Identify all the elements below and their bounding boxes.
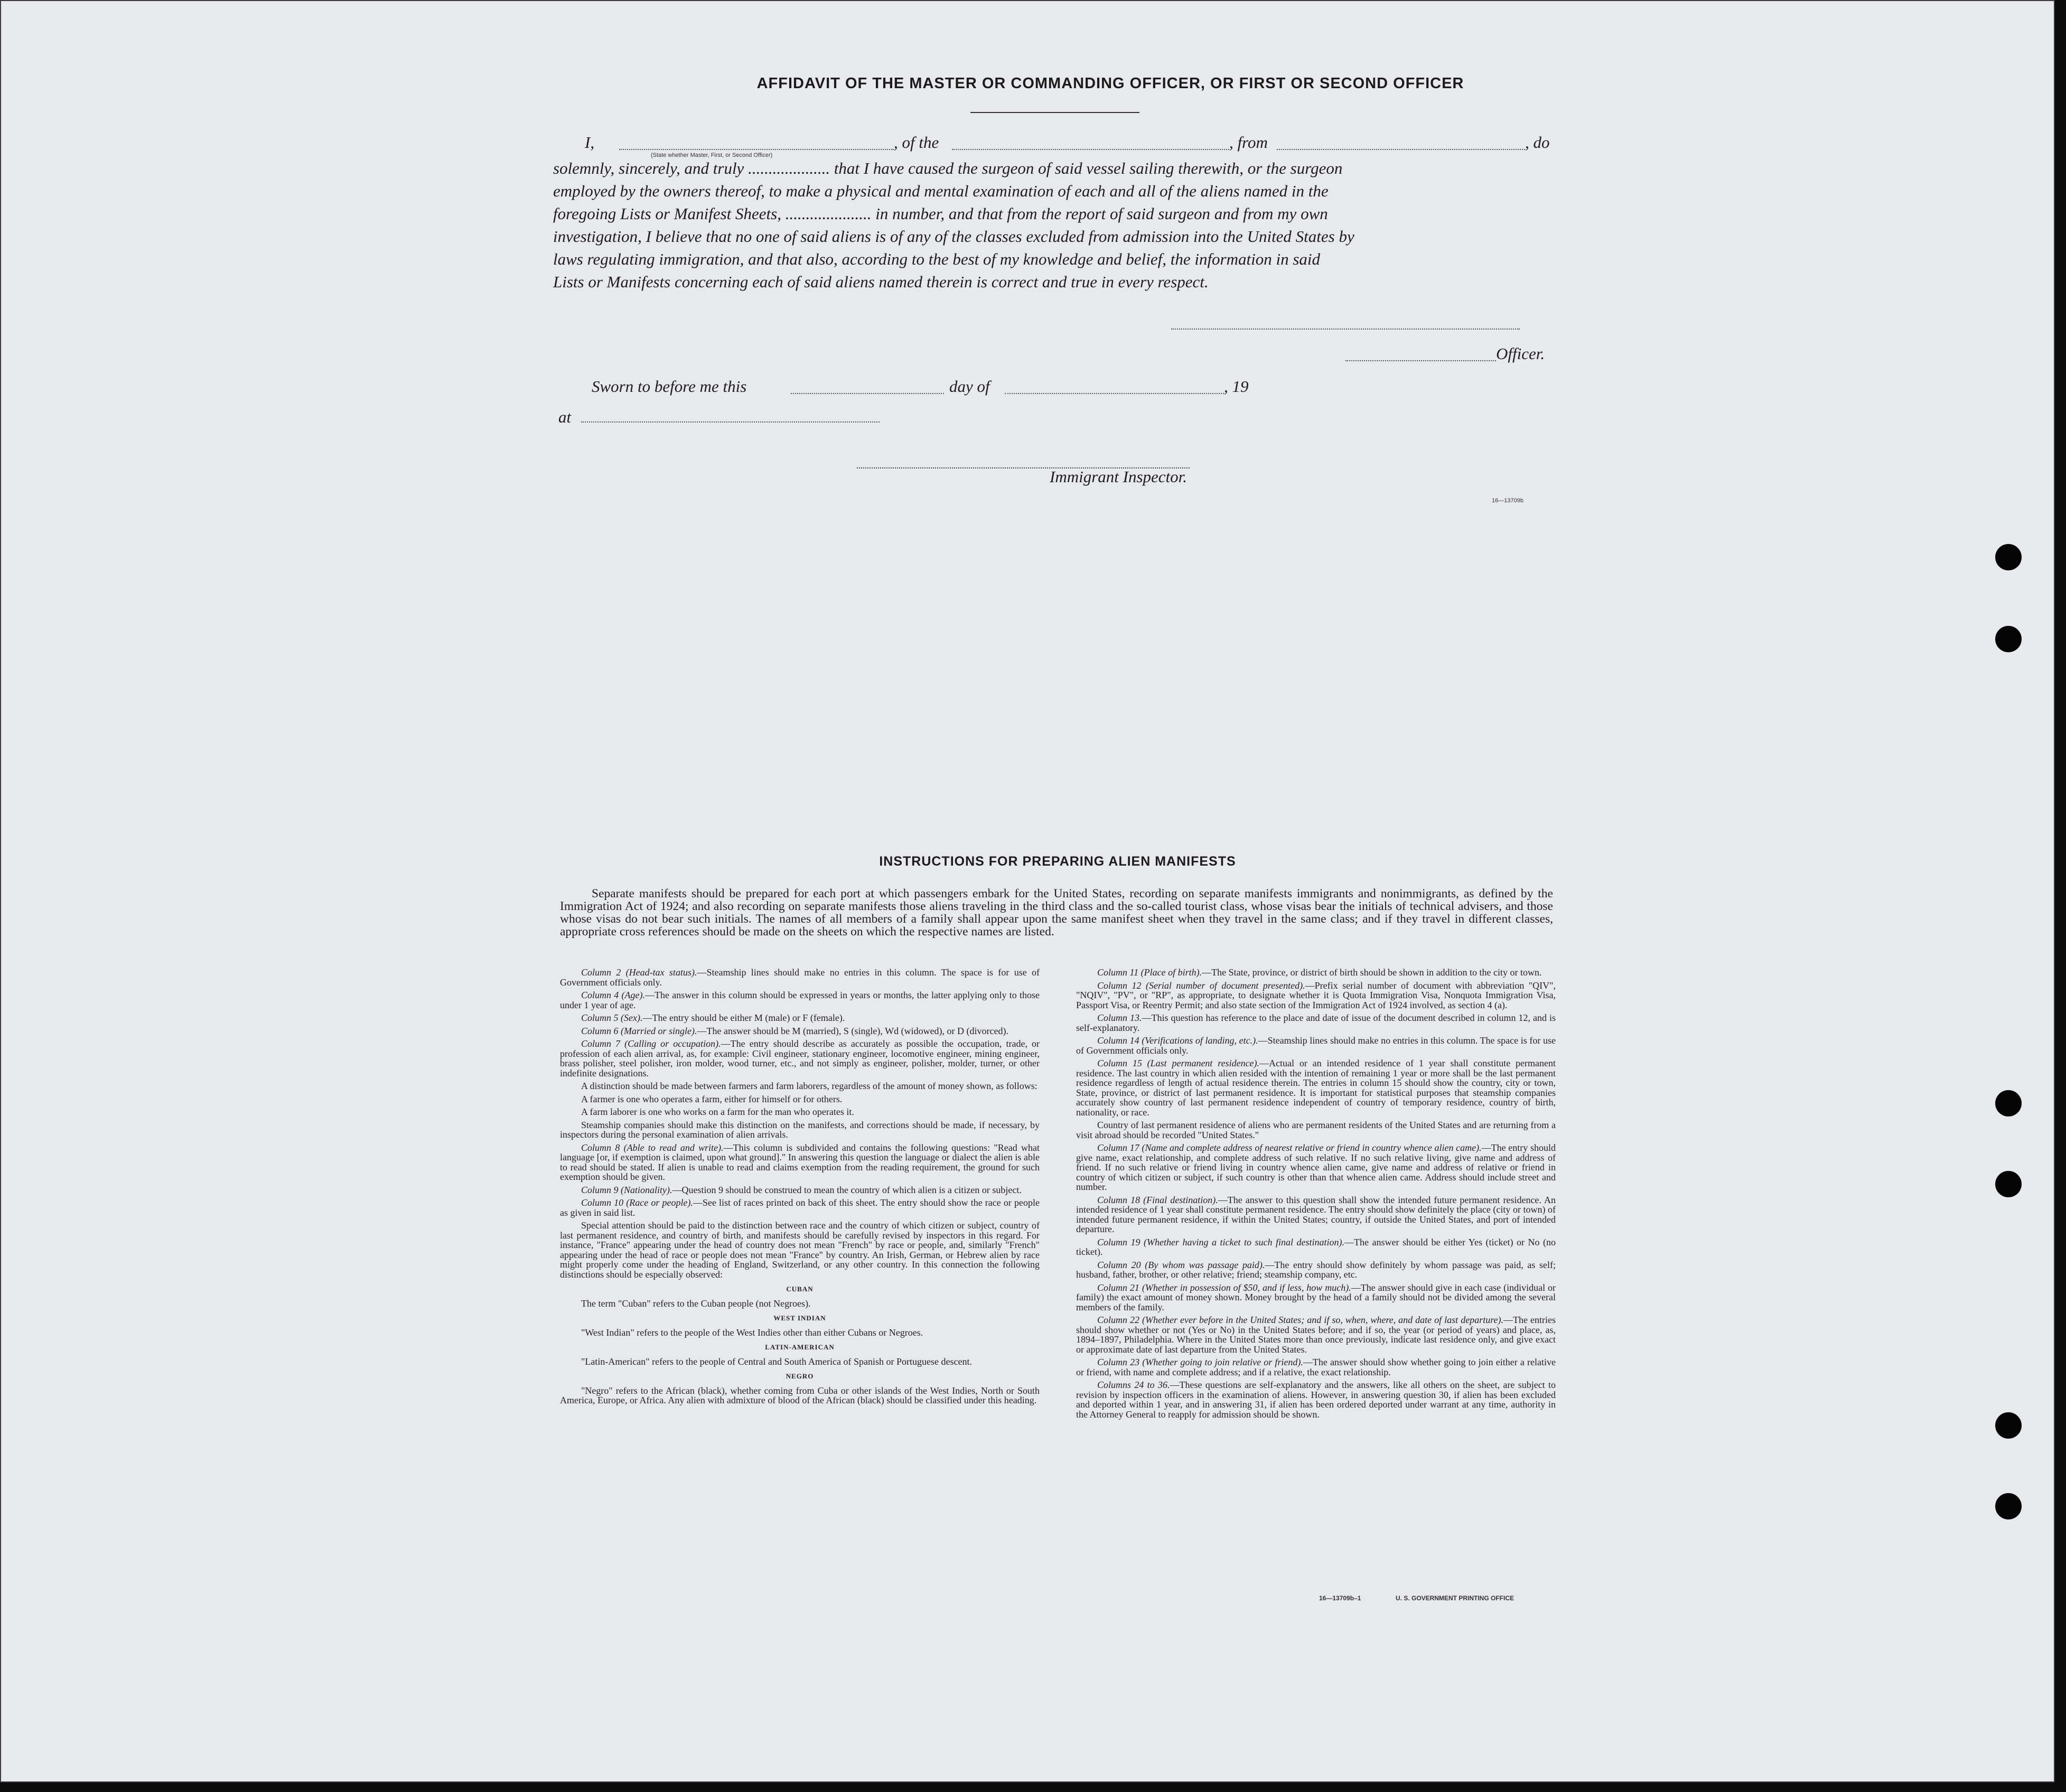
column-reference: Column 14 (Verifications of landing, etc.). — [1097, 1035, 1258, 1046]
instructions-right-column — [1076, 968, 1556, 1422]
affidavit-line: solemnly, sincerely, and truly .................... that I have caused the surgeon of said vessel sailing therewith, or the surgeon — [553, 159, 1343, 177]
column-reference: Column 22 (Whether ever before in the United States; and if so, when, where, and date of last departure). — [1097, 1315, 1504, 1325]
binder-hole — [1995, 1090, 2022, 1117]
instruction-paragraph — [560, 1221, 1040, 1279]
sworn-label: Sworn to before me this — [592, 377, 747, 396]
footer-form-number: 16—13709b–1 — [1319, 1594, 1361, 1602]
column-reference: Column 20 (By whom was passage paid). — [1097, 1259, 1265, 1270]
form-number: 16—13709b — [1492, 498, 1523, 504]
column-reference: Column 15 (Last permanent residence). — [1097, 1058, 1260, 1068]
officer-label: Officer. — [1496, 344, 1545, 363]
section-heading: WEST INDIAN — [773, 1314, 826, 1322]
instruction-paragraph — [560, 1081, 1040, 1091]
instruction-paragraph — [1076, 1036, 1556, 1055]
day-of-label: day of — [949, 377, 990, 396]
instruction-text: —The answer should be either Yes (ticket) or No (no ticket). — [1076, 1236, 1556, 1257]
instruction-text: —This question has reference to the place and date of issue of the document described in column 12, and is self-explanatory. — [1076, 1012, 1556, 1033]
affidavit-line: foregoing Lists or Manifest Sheets, ..................... in number, and that from the report of said surgeon and from my own — [553, 204, 1328, 223]
instruction-text: —The State, province, or district of birth should be shown in addition to the city or town. — [1202, 967, 1542, 978]
instruction-text: —The answer should be M (married), S (single), Wd (widowed), or D (divorced). — [697, 1025, 1009, 1036]
inspector-label: Immigrant Inspector. — [1050, 467, 1188, 486]
instruction-paragraph — [1076, 1283, 1556, 1312]
affidavit-body — [553, 157, 1557, 293]
instruction-paragraph — [1076, 968, 1556, 978]
column-reference: Column 4 (Age). — [581, 990, 646, 1000]
footer-printer: U. S. GOVERNMENT PRINTING OFFICE — [1396, 1594, 1515, 1602]
column-reference: Column 7 (Calling or occupation). — [581, 1038, 721, 1049]
affidavit-line: investigation, I believe that no one of said aliens is of any of the classes excluded from admission into the United States by — [553, 227, 1354, 246]
instruction-text: —This column is subdivided and contains the following questions: "Read what language [or, if exemption is claimed, upon what ground]." In answering this question the language or dialect the alien is able to read should be stated. If alien is unable to read and claims exemption from the reading requirement, the ground for such exemption should be given. — [560, 1142, 1040, 1182]
year-label: , 19 — [1224, 377, 1249, 396]
column-reference: Column 18 (Final destination). — [1097, 1194, 1218, 1205]
instruction-paragraph — [1076, 1143, 1556, 1192]
sworn-day-blank — [791, 393, 944, 394]
instruction-paragraph — [560, 1198, 1040, 1217]
column-reference: Column 8 (Able to read and write). — [581, 1142, 724, 1153]
vessel-name-blank — [952, 149, 1229, 150]
sworn-month-blank — [1005, 393, 1224, 394]
instruction-paragraph — [560, 1328, 1040, 1338]
section-heading: NEGRO — [786, 1372, 814, 1380]
column-reference: Column 23 (Whether going to join relative or friend). — [1097, 1357, 1303, 1367]
instruction-paragraph — [560, 1120, 1040, 1140]
column-reference: Column 10 (Race or people). — [581, 1197, 693, 1208]
instruction-text: —The entry should describe as accurately as possible the occupation, trade, or profession of each alien arrival, as, for example: Civil engineer, stationary engineer, locomotive engineer, mining engineer, brass polisher, steel polisher, iron molder, wood turner, etc., and not simply as engineer, polisher, molder, turner, or other indefinite designations. — [560, 1038, 1040, 1078]
instruction-paragraph — [1076, 1120, 1556, 1140]
column-reference: Column 19 (Whether having a ticket to such final destination). — [1097, 1236, 1344, 1247]
instruction-text: —Prefix serial number of document with abbreviation "QIV", "NQIV", "PV", or "RP", as appropriate, to designate whether it is Quota Immigration Visa, Nonquota Immigration Visa, Passport Visa, or Reentry Permit; and also state section of the Immigration Act of 1924 involved, as section 4 (a). — [1076, 980, 1556, 1010]
instruction-paragraph — [560, 1299, 1040, 1309]
affidavit-line: employed by the owners thereof, to make a physical and mental examination of each and all of the aliens named in the — [553, 182, 1329, 200]
instruction-paragraph — [560, 990, 1040, 1010]
column-reference: Column 9 (Nationality). — [581, 1184, 672, 1195]
binder-hole — [1995, 626, 2022, 652]
instruction-text: —The entry should give name, exact relationship, and complete address of such relative. If no such relative living, give name and address of friend. If no such relative or friend living in country whence alien came, give name and address of relative or friend in country of which citizen or subject, if such country is other than that whence alien came. Address should include street and number. — [1076, 1142, 1556, 1192]
instruction-text: —The answer in this column should be expressed in years or months, the latter applying only to those under 1 year of age. — [560, 990, 1040, 1010]
instruction-text: —The answer should give in each case (individual or family) the exact amount of money shown. Money brought by the head of a family should not be divided among the several members of the family. — [1076, 1282, 1556, 1312]
from-label: , from — [1229, 133, 1268, 152]
instruction-text: Country of last permanent residence of aliens who are permanent residents of the United States and are returning from a visit abroad should be recorded "United States." — [1076, 1120, 1556, 1140]
binder-hole — [1995, 1493, 2022, 1519]
binder-hole — [1995, 1171, 2022, 1197]
instruction-paragraph — [560, 1039, 1040, 1078]
instruction-text: —Steamship lines should make no entries in this column. The space is for use of Government officials only. — [560, 967, 1040, 988]
signature-line — [1171, 329, 1520, 330]
binder-hole — [1995, 1412, 2022, 1439]
instruction-paragraph — [560, 1026, 1040, 1036]
officer-rank-blank — [619, 149, 894, 150]
instruction-text: —The entry should show definitely by whom passage was paid, as self; husband, father, brother, or other relative; friend; steamship company, etc. — [1076, 1259, 1556, 1280]
affidavit-line: Lists or Manifests concerning each of said aliens named therein is correct and true in every respect. — [553, 273, 1209, 291]
affidavit-title: AFFIDAVIT OF THE MASTER OR COMMANDING OFFICER, OR FIRST OR SECOND OFFICER — [756, 75, 1464, 92]
instruction-paragraph — [560, 1386, 1040, 1405]
instruction-text: A distinction should be made between farmers and farm laborers, regardless of the amount of money shown, as follows: — [581, 1081, 1037, 1091]
instruction-text: "West Indian" refers to the people of the West Indies other than either Cubans or Negroes. — [581, 1327, 923, 1338]
instruction-text: —Steamship lines should make no entries in this column. The space is for use of Government officials only. — [1076, 1035, 1556, 1056]
at-label: at — [558, 408, 572, 426]
instruction-text: Special attention should be paid to the distinction between race and the country of which citizen or subject, country of last permanent residence, and country of birth, and manifests should be carefully revised by inspectors in this regard. For instance, "France" appearing under the head of country does not mean "French" by race or people, and, similarly "French" appearing under the head of race or people does not mean "France" by country. An Irish, German, or Hebrew alien by race might properly come under the heading of England, Switzerland, or any other country. In this connection the following distinctions should be especially observed: — [560, 1220, 1040, 1280]
instruction-text: —The entries should show whether or not (Yes or No) in the United States before; and if so, the year (or period of years) and place, as, 1894–1897, Philadelphia. Where in the United States more than once previously, indicate last residence only, and give exact or approximate date of last departure from the United States. — [1076, 1315, 1556, 1355]
instructions-title: INSTRUCTIONS FOR PREPARING ALIEN MANIFESTS — [879, 854, 1236, 869]
instruction-text: "Negro" refers to the African (black), whether coming from Cuba or other islands of the West Indies, North or South America, Europe, or Africa. Any alien with admixture of blood of the African (black) should be classified under this heading. — [560, 1385, 1040, 1405]
column-reference: Column 2 (Head-tax status). — [581, 967, 697, 978]
instruction-paragraph — [560, 1185, 1040, 1195]
instruction-text: —The entry should be either M (male) or F (female). — [642, 1012, 845, 1023]
instruction-paragraph — [560, 1357, 1040, 1367]
column-reference: Column 13. — [1097, 1012, 1142, 1023]
instruction-text: —These questions are self-explanatory and the answers, like all others on the sheet, are subject to revision by inspection officers in the examination of aliens. However, in answering question 30, if alien has been excluded and deported within 1 year, and in answering 31, if alien has been ordered deported under warrant at any time, authority in the Attorney General to reapply for admission should be shown. — [1076, 1380, 1556, 1420]
column-reference: Columns 24 to 36. — [1097, 1380, 1170, 1390]
state-whether-note: (State whether Master, First, or Second Officer) — [651, 152, 773, 158]
officer-signature-line — [1345, 360, 1496, 361]
instruction-paragraph — [560, 1107, 1040, 1117]
binder-hole — [1995, 544, 2022, 570]
instruction-paragraph — [1076, 1315, 1556, 1354]
affidavit-line: laws regulating immigration, and that also, according to the best of my knowledge and belief, the information in said — [553, 250, 1321, 268]
instruction-paragraph — [1076, 981, 1556, 1010]
column-reference: Column 6 (Married or single). — [581, 1025, 697, 1036]
instruction-paragraph — [560, 1094, 1040, 1104]
at-place-blank — [581, 421, 880, 423]
instruction-paragraph — [1076, 1058, 1556, 1117]
instructions-left-column — [560, 968, 1040, 1409]
of-the-label: , of the — [894, 133, 939, 152]
instruction-paragraph — [1076, 1013, 1556, 1033]
column-reference: Column 5 (Sex). — [581, 1012, 643, 1023]
section-heading: CUBAN — [786, 1285, 814, 1293]
instruction-paragraph — [1076, 1237, 1556, 1257]
instruction-paragraph — [1076, 1357, 1556, 1377]
column-reference: Column 21 (Whether in possession of $50, and if less, how much). — [1097, 1282, 1351, 1293]
column-reference: Column 11 (Place of birth). — [1097, 967, 1202, 978]
instruction-text: —Question 9 should be construed to mean the country of which alien is a citizen or subject. — [672, 1184, 1022, 1195]
instruction-paragraph — [560, 968, 1040, 987]
instruction-paragraph — [560, 1143, 1040, 1182]
instruction-paragraph — [1076, 1380, 1556, 1419]
instruction-text: Steamship companies should make this distinction on the manifests, and corrections should be made, if necessary, by inspectors during the personal examination of alien arrivals. — [560, 1119, 1040, 1140]
do-label: , do — [1525, 133, 1550, 152]
column-reference: Column 17 (Name and complete address of nearest relative or friend in country whence alien came). — [1097, 1142, 1482, 1153]
instruction-text: A farmer is one who operates a farm, either for himself or for others. — [581, 1093, 843, 1104]
instruction-paragraph — [560, 1013, 1040, 1023]
instruction-text: —Actual or an intended residence of 1 year shall constitute permanent residence. The last country in which alien resided with the intention of remaining 1 year or more shall be the last permanent residence regardless of length of actual residence therein. The entries in column 15 should show the country, city or town, State, province, or district of last permanent residence. It is important for statistical purposes that steamship companies accurately show country of last permanent residence independent of country of temporary residence, country of birth, nationality, or race. — [1076, 1058, 1556, 1118]
instruction-text: —The answer should show whether going to join either a relative or friend, with name and complete address; and if a relative, the exact relationship. — [1076, 1357, 1556, 1377]
instruction-text: "Latin-American" refers to the people of Central and South America of Spanish or Portuguese descent. — [581, 1356, 972, 1367]
instruction-text: The term "Cuban" refers to the Cuban people (not Negroes). — [581, 1298, 811, 1309]
instruction-paragraph — [1076, 1195, 1556, 1234]
column-reference: Column 12 (Serial number of document presented). — [1097, 980, 1305, 991]
instruction-paragraph — [1076, 1260, 1556, 1280]
title-underline — [970, 112, 1139, 113]
instruction-text: —See list of races printed on back of this sheet. The entry should show the race or people as given in said list. — [560, 1197, 1040, 1218]
port-from-blank — [1277, 149, 1525, 150]
section-heading: LATIN-AMERICAN — [765, 1343, 835, 1351]
affidavit-i-label: I, — [585, 133, 595, 152]
instructions-intro: Separate manifests should be prepared for each port at which passengers embark for the United States, recording on separate manifests immigrants and nonimmigrants, as defined by the Immigration Act of 1924; and also recording on separate manifests those aliens traveling in the third class and the so-called tourist class, whose visas bear the initials of technical advisers, and those whose visas do not bear such initials. The names of all members of a family shall appear upon the same manifest sheet when they travel in the same class; and if they travel in different classes, appropriate cross references should be made on the sheets on which the respective names are listed. — [560, 887, 1553, 939]
instruction-text: —The answer to this question shall show the intended future permanent residence. An intended residence of 1 year shall constitute permanent residence. The entry should show definitely the place (city or town) of intended future permanent residence, if within the United States; country, if outside the United States, and port of intended departure. — [1076, 1194, 1556, 1234]
instruction-text: A farm laborer is one who works on a farm for the man who operates it. — [581, 1106, 854, 1117]
